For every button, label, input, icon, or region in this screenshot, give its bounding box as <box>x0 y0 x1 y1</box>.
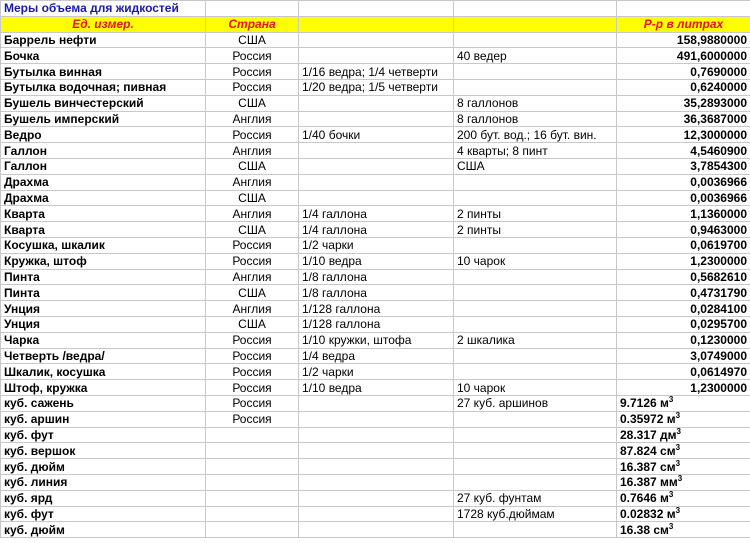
metric-value: 16.38 см <box>620 522 669 537</box>
table-row <box>1 253 750 269</box>
cubic-row <box>1 490 750 506</box>
ratio-cell[interactable]: 1/128 галлона <box>299 316 454 332</box>
table-row <box>1 190 750 206</box>
metric-value: 9.7126 м <box>620 396 669 411</box>
unit-name-cell[interactable]: Кружка, штоф <box>1 253 206 269</box>
country-cell[interactable]: Россия <box>206 127 299 143</box>
equivalent-cell[interactable]: 4 кварты; 8 пинт <box>454 143 617 159</box>
cubic-row <box>1 411 750 427</box>
ratio-cell[interactable] <box>299 48 454 64</box>
ratio-cell[interactable] <box>299 427 454 443</box>
equivalent-cell[interactable] <box>454 522 617 538</box>
unit-name-cell[interactable]: Кварта <box>1 206 206 222</box>
cubic-row <box>1 395 750 411</box>
country-cell[interactable]: Англия <box>206 143 299 159</box>
exponent: 3 <box>675 506 681 515</box>
ratio-cell[interactable] <box>299 174 454 190</box>
equivalent-cell[interactable] <box>454 285 617 301</box>
liters-cell[interactable]: 1,2300000 <box>617 380 750 396</box>
table-row <box>1 364 750 380</box>
liters-cell[interactable]: 1,1360000 <box>617 206 750 222</box>
header-liters[interactable]: Р-р в литрах <box>617 16 750 32</box>
country-cell[interactable]: США <box>206 222 299 238</box>
liters-cell[interactable]: 0,0036966 <box>617 190 750 206</box>
exponent: 3 <box>668 395 674 405</box>
liters-cell[interactable]: 35,2893000 <box>617 95 750 111</box>
ratio-cell[interactable] <box>299 32 454 48</box>
exponent: 3 <box>675 411 681 421</box>
unit-name-cell[interactable]: Бочка <box>1 48 206 64</box>
ratio-cell[interactable] <box>299 95 454 111</box>
country-cell[interactable]: Россия <box>206 253 299 269</box>
exponent: 3 <box>675 442 681 452</box>
metric-value-cell[interactable] <box>617 490 750 506</box>
unit-name-cell[interactable]: Бушель винчестерский <box>1 95 206 111</box>
unit-name-cell[interactable]: куб. дюйм <box>1 459 206 475</box>
unit-name-cell[interactable]: Бутылка винная <box>1 64 206 80</box>
country-cell[interactable]: США <box>206 95 299 111</box>
cubic-row <box>1 459 750 475</box>
ratio-cell[interactable]: 1/10 ведра <box>299 253 454 269</box>
equivalent-cell[interactable] <box>454 79 617 95</box>
table-row <box>1 174 750 190</box>
ratio-cell[interactable] <box>299 490 454 506</box>
ratio-cell[interactable]: 1/2 чарки <box>299 237 454 253</box>
equivalent-cell[interactable] <box>454 316 617 332</box>
ratio-cell[interactable] <box>299 443 454 459</box>
unit-name-cell[interactable]: куб. линия <box>1 474 206 490</box>
unit-name-cell[interactable]: Косушка, шкалик <box>1 237 206 253</box>
ratio-cell[interactable] <box>299 395 454 411</box>
liters-cell[interactable]: 36,3687000 <box>617 111 750 127</box>
equivalent-cell[interactable] <box>454 443 617 459</box>
equivalent-cell[interactable] <box>454 474 617 490</box>
equivalent-cell[interactable] <box>454 237 617 253</box>
header-cell[interactable] <box>299 16 454 32</box>
metric-value-cell[interactable] <box>617 443 750 459</box>
unit-name-cell[interactable]: Шкалик, косушка <box>1 364 206 380</box>
table-row <box>1 380 750 396</box>
unit-name-cell[interactable]: куб. ярд <box>1 490 206 506</box>
table-row <box>1 237 750 253</box>
unit-name-cell[interactable]: Бутылка водочная; пивная <box>1 79 206 95</box>
exponent: 3 <box>668 521 674 531</box>
liters-cell[interactable]: 0,7690000 <box>617 64 750 80</box>
cell[interactable] <box>299 1 454 17</box>
country-cell[interactable]: США <box>206 158 299 174</box>
unit-name-cell[interactable]: Драхма <box>1 190 206 206</box>
header-country[interactable]: Страна <box>206 16 299 32</box>
cubic-row <box>1 522 750 538</box>
ratio-cell[interactable]: 1/4 галлона <box>299 222 454 238</box>
country-cell[interactable] <box>206 459 299 475</box>
country-cell[interactable]: Россия <box>206 332 299 348</box>
cubic-row <box>1 506 750 522</box>
ratio-cell[interactable] <box>299 411 454 427</box>
equivalent-cell[interactable] <box>454 364 617 380</box>
liters-cell[interactable]: 0,0036966 <box>617 174 750 190</box>
country-cell[interactable]: Россия <box>206 364 299 380</box>
equivalent-cell[interactable]: 2 пинты <box>454 222 617 238</box>
equivalent-cell[interactable] <box>454 348 617 364</box>
unit-name-cell[interactable]: Ведро <box>1 127 206 143</box>
metric-value: 87.824 см <box>620 443 676 458</box>
ratio-cell[interactable]: 1/20 ведра; 1/5 четверти <box>299 79 454 95</box>
ratio-cell[interactable]: 1/2 чарки <box>299 364 454 380</box>
ratio-cell[interactable]: 1/40 бочки <box>299 127 454 143</box>
unit-name-cell[interactable]: куб. фут <box>1 506 206 522</box>
equivalent-cell[interactable] <box>454 32 617 48</box>
table-row <box>1 269 750 285</box>
exponent: 3 <box>668 490 674 500</box>
ratio-cell[interactable] <box>299 158 454 174</box>
equivalent-cell[interactable]: 2 шкалика <box>454 332 617 348</box>
table-row <box>1 127 750 143</box>
country-cell[interactable]: Англия <box>206 301 299 317</box>
country-cell[interactable] <box>206 427 299 443</box>
unit-name-cell[interactable]: Унция <box>1 316 206 332</box>
country-cell[interactable]: США <box>206 285 299 301</box>
equivalent-cell[interactable] <box>454 459 617 475</box>
metric-value: 0.7646 м <box>620 491 669 506</box>
liters-cell[interactable]: 0,9463000 <box>617 222 750 238</box>
unit-name-cell[interactable]: Чарка <box>1 332 206 348</box>
country-cell[interactable]: Россия <box>206 48 299 64</box>
liters-cell[interactable]: 0,0619700 <box>617 237 750 253</box>
table-row <box>1 301 750 317</box>
table-row <box>1 348 750 364</box>
ratio-cell[interactable] <box>299 143 454 159</box>
liters-cell[interactable]: 0,4731790 <box>617 285 750 301</box>
unit-name-cell[interactable]: Пинта <box>1 269 206 285</box>
unit-name-cell[interactable]: Пинта <box>1 285 206 301</box>
country-cell[interactable]: Россия <box>206 411 299 427</box>
header-cell[interactable] <box>454 16 617 32</box>
ratio-cell[interactable]: 1/4 ведра <box>299 348 454 364</box>
table-row <box>1 32 750 48</box>
equivalent-cell[interactable] <box>454 174 617 190</box>
table-row <box>1 111 750 127</box>
unit-name-cell[interactable]: куб. вершок <box>1 443 206 459</box>
liters-cell[interactable]: 1,2300000 <box>617 253 750 269</box>
unit-name-cell[interactable]: Галлон <box>1 143 206 159</box>
equivalent-cell[interactable] <box>454 301 617 317</box>
cubic-row <box>1 474 750 490</box>
table-row <box>1 48 750 64</box>
header-unit[interactable]: Ед. измер. <box>1 16 206 32</box>
ratio-cell[interactable]: 1/10 кружки, штофа <box>299 332 454 348</box>
equivalent-cell[interactable]: 27 куб. фунтам <box>454 490 617 506</box>
metric-value: 16.387 см <box>620 459 676 474</box>
table-row <box>1 143 750 159</box>
table-row <box>1 206 750 222</box>
cubic-row <box>1 427 750 443</box>
unit-name-cell[interactable]: Баррель нефти <box>1 32 206 48</box>
liters-cell[interactable]: 3,7854300 <box>617 158 750 174</box>
metric-value-cell[interactable] <box>617 506 750 522</box>
exponent: 3 <box>676 427 681 436</box>
ratio-cell[interactable] <box>299 506 454 522</box>
metric-value-cell[interactable] <box>617 459 750 475</box>
metric-value-cell[interactable] <box>617 411 750 427</box>
country-cell[interactable] <box>206 443 299 459</box>
cell[interactable] <box>454 1 617 17</box>
country-cell[interactable]: США <box>206 32 299 48</box>
equivalent-cell[interactable]: 40 ведер <box>454 48 617 64</box>
unit-name-cell[interactable]: Бушель имперский <box>1 111 206 127</box>
cell[interactable] <box>617 1 750 17</box>
equivalent-cell[interactable]: 8 галлонов <box>454 95 617 111</box>
unit-name-cell[interactable]: Штоф, кружка <box>1 380 206 396</box>
ratio-cell[interactable] <box>299 474 454 490</box>
ratio-cell[interactable] <box>299 522 454 538</box>
country-cell[interactable] <box>206 506 299 522</box>
table-row <box>1 158 750 174</box>
metric-value-cell[interactable] <box>617 395 750 411</box>
metric-value: 0.02832 м <box>620 506 676 521</box>
unit-name-cell[interactable]: куб. дюйм <box>1 522 206 538</box>
country-cell[interactable]: Англия <box>206 269 299 285</box>
unit-name-cell[interactable]: Галлон <box>1 158 206 174</box>
ratio-cell[interactable] <box>299 459 454 475</box>
equivalent-cell[interactable] <box>454 427 617 443</box>
ratio-cell[interactable]: 1/10 ведра <box>299 380 454 396</box>
unit-name-cell[interactable]: Драхма <box>1 174 206 190</box>
country-cell[interactable]: Англия <box>206 174 299 190</box>
header-row <box>1 16 750 32</box>
liters-cell[interactable]: 0,0284100 <box>617 301 750 317</box>
unit-name-cell[interactable]: Унция <box>1 301 206 317</box>
table-row <box>1 222 750 238</box>
ratio-cell[interactable] <box>299 190 454 206</box>
table-row <box>1 332 750 348</box>
country-cell[interactable]: Россия <box>206 64 299 80</box>
ratio-cell[interactable]: 1/128 галлона <box>299 301 454 317</box>
country-cell[interactable]: США <box>206 316 299 332</box>
liters-cell[interactable]: 0,6240000 <box>617 79 750 95</box>
equivalent-cell[interactable]: 1728 куб.дюймам <box>454 506 617 522</box>
metric-value-cell[interactable] <box>617 474 750 490</box>
cell[interactable] <box>206 1 299 17</box>
exponent: 3 <box>677 474 683 484</box>
equivalent-cell[interactable] <box>454 269 617 285</box>
country-cell[interactable]: Россия <box>206 79 299 95</box>
liters-cell[interactable]: 3,0749000 <box>617 348 750 364</box>
cubic-row <box>1 443 750 459</box>
equivalent-cell[interactable]: 27 куб. аршинов <box>454 395 617 411</box>
country-cell[interactable]: Россия <box>206 395 299 411</box>
equivalent-cell[interactable] <box>454 190 617 206</box>
country-cell[interactable] <box>206 474 299 490</box>
sheet-title[interactable]: Меры объема для жидкостей <box>1 1 206 17</box>
country-cell[interactable]: Россия <box>206 237 299 253</box>
liters-cell[interactable]: 0,0614970 <box>617 364 750 380</box>
ratio-cell[interactable]: 1/16 ведра; 1/4 четверти <box>299 64 454 80</box>
unit-name-cell[interactable]: куб. фут <box>1 427 206 443</box>
ratio-cell[interactable] <box>299 111 454 127</box>
table-row <box>1 79 750 95</box>
liters-cell[interactable]: 0,5682610 <box>617 269 750 285</box>
unit-name-cell[interactable]: Кварта <box>1 222 206 238</box>
metric-value: 0.35972 м <box>620 412 676 427</box>
equivalent-cell[interactable] <box>454 411 617 427</box>
table-row <box>1 285 750 301</box>
ratio-cell[interactable]: 1/4 галлона <box>299 206 454 222</box>
country-cell[interactable]: Россия <box>206 380 299 396</box>
table-row <box>1 64 750 80</box>
equivalent-cell[interactable]: 8 галлонов <box>454 111 617 127</box>
country-cell[interactable] <box>206 522 299 538</box>
liters-cell[interactable]: 0,1230000 <box>617 332 750 348</box>
metric-value-cell[interactable] <box>617 522 750 538</box>
country-cell[interactable]: Англия <box>206 111 299 127</box>
equivalent-cell[interactable]: 10 чарок <box>454 380 617 396</box>
unit-name-cell[interactable]: куб. сажень <box>1 395 206 411</box>
liters-cell[interactable]: 491,6000000 <box>617 48 750 64</box>
table-row <box>1 316 750 332</box>
metric-value: 28.317 дм <box>620 427 677 442</box>
equivalent-cell[interactable]: США <box>454 158 617 174</box>
country-cell[interactable] <box>206 490 299 506</box>
exponent: 3 <box>675 458 681 468</box>
equivalent-cell[interactable] <box>454 64 617 80</box>
equivalent-cell[interactable]: 10 чарок <box>454 253 617 269</box>
title-row <box>1 1 750 17</box>
unit-name-cell[interactable]: Четверть /ведра/ <box>1 348 206 364</box>
equivalent-cell[interactable]: 200 бут. вод.; 16 бут. вин. <box>454 127 617 143</box>
table-row <box>1 95 750 111</box>
liters-cell[interactable]: 4,5460900 <box>617 143 750 159</box>
liters-cell[interactable]: 12,3000000 <box>617 127 750 143</box>
country-cell[interactable]: Россия <box>206 348 299 364</box>
equivalent-cell[interactable]: 2 пинты <box>454 206 617 222</box>
country-cell[interactable]: США <box>206 190 299 206</box>
country-cell[interactable]: Англия <box>206 206 299 222</box>
liters-cell[interactable]: 158,9880000 <box>617 32 750 48</box>
liters-cell[interactable]: 0,0295700 <box>617 316 750 332</box>
ratio-cell[interactable]: 1/8 галлона <box>299 285 454 301</box>
metric-value-cell[interactable] <box>617 427 750 443</box>
metric-value: 16.387 мм <box>620 475 678 490</box>
unit-name-cell[interactable]: куб. аршин <box>1 411 206 427</box>
ratio-cell[interactable]: 1/8 галлона <box>299 269 454 285</box>
